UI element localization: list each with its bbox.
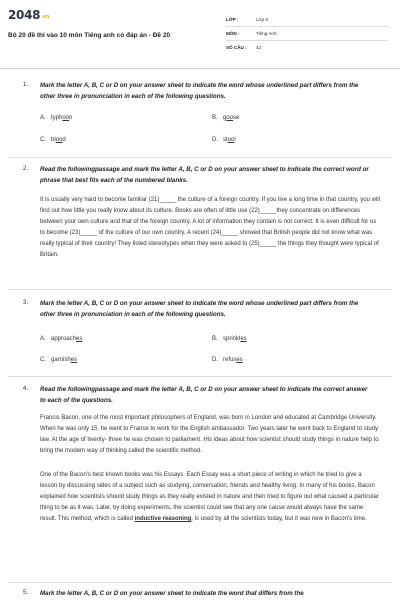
meta-row-class [226,13,388,27]
underlined-part: es [236,357,243,363]
underlined-part: oo [55,137,63,143]
underlined-part: es [76,336,83,342]
passage-text: One of the Bacon's best known books was his Essays. Each Essay was a short piece of writing in which he tried to give a lesson by discussing sides of a subject such as studying, conversation, friends and healthy living. In many of his books, Bacon explained how scientists should study things as they really existed in nature and then tried to figure out what caused a particular thing to be as it was. Later, by doing experiments, the scientist could see that any one cause would always have the same result. This method, which is called [40,472,379,522]
question-number: 3. [23,299,29,306]
question-instruction: Read the followingpassage and mark the letter A, B, C or D on your answer sheet to indicate the correct word or phrase that best fits each of the numbered blanks. [40,166,369,184]
meta-row-question-count [226,41,388,55]
option-text: garnish [51,357,71,363]
option-text: d [62,137,66,143]
question-instruction: Mark the letter A, B, C or D on your answer sheet to indicate the word that differs from the [40,590,304,597]
question-instruction: Mark the letter A, B, C or D on your answer sheet to indicate the word whose underlined part differs from the other three in pronunciation in each of the following questions. [40,300,359,318]
section-divider [8,289,392,290]
meta-key: MÔN : [226,31,240,36]
option-a[interactable] [40,115,72,121]
underlined-part: oo [226,115,234,121]
meta-key: SỐ CÂU : [226,45,247,50]
site-logo[interactable] [8,8,49,22]
logo-suffix: .vn [41,14,50,20]
reading-passage: It is usually very hard to become familiar (21)_____ the culture of a foreign country. If you live a long time in that country, you will find out how little you really know about its culture. Books are often of little use (22)_____they concentrate on differences between your own culture and that of the foreign country. A lot of information they contain is not correct. It is even difficult for us to become (23)_____ of the culture of our own country. A recent (24)_____ showed that British people did not know what was really typical of their country! They listed stereotypes when they were asked to (25)_____ the things they thought were typical of Britain. [40,197,380,258]
meta-value: 42 [256,45,262,50]
option-text: refus [223,357,237,363]
highlighted-term: inductive reasoning [134,516,192,522]
option-b[interactable] [212,115,239,121]
option-letter: B. [212,115,218,121]
option-text: st [223,137,228,143]
reading-passage-paragraph-2 [40,470,380,525]
header-divider [0,68,400,69]
option-text: n [69,115,73,121]
option-d[interactable] [212,137,236,143]
option-c[interactable] [40,357,77,363]
option-letter: C. [40,357,46,363]
option-text: approach [51,336,77,342]
option-b[interactable] [212,336,247,342]
underlined-part: es [240,336,247,342]
reading-passage-paragraph-1: Francis Bacon, one of the most important philosophers of England, was born in London and educated at Cambridge University. When he was only 15, he went to France to work for the English ambassador. Two years later he went back to England to study law. At the age of twenty- three he was chosen to parliament. His ideas about how scientist should study things in nature help to bring the modern way of thinking called the scientific method. [40,415,379,454]
option-text: g [223,115,227,121]
option-letter: C. [40,137,46,143]
option-text: se [233,115,240,121]
question-number: 2. [23,165,29,172]
option-c[interactable] [40,137,66,143]
underlined-part: oo [227,137,235,143]
passage-text: , is used by all the scientists today, but it was new in Bacon's time. [191,516,367,522]
option-text: l [234,137,236,143]
underlined-part: es [70,357,78,363]
question-number: 4. [23,385,29,392]
option-text: bl [51,137,56,143]
option-letter: A. [40,115,46,121]
question-instruction: Mark the letter A, B, C or D on your answer sheet to indicate the word whose underlined part differs from the other three in pronunciation in each of the following questions. [40,82,359,100]
option-text: sprinkl [223,336,241,342]
underlined-part: oo [62,115,70,121]
question-number: 1. [23,81,29,88]
question-instruction: Read the followingpassage and mark the letter A, B, C or D on your answer sheet to indicate the correct answer to each of the questions. [40,386,368,404]
meta-row-subject [226,27,388,41]
option-letter: D. [212,357,218,363]
meta-key: LỚP : [226,17,239,22]
option-a[interactable] [40,336,82,342]
option-text: typh [51,115,63,121]
option-letter: B. [212,336,218,342]
section-divider [8,582,392,583]
option-letter: A. [40,336,46,342]
logo-text: 2048 [8,8,41,22]
document-title: Bộ 20 đề thi vào 10 môn Tiếng anh có đáp án - Đề 20 [8,32,171,39]
meta-value: Lớp 9 [256,17,268,22]
section-divider [8,376,392,377]
option-d[interactable] [212,357,243,363]
question-number: 5. [23,589,29,596]
document-header [0,0,400,62]
section-divider [8,157,392,158]
option-letter: D. [212,137,218,143]
meta-value: Tiếng Anh [256,31,277,36]
